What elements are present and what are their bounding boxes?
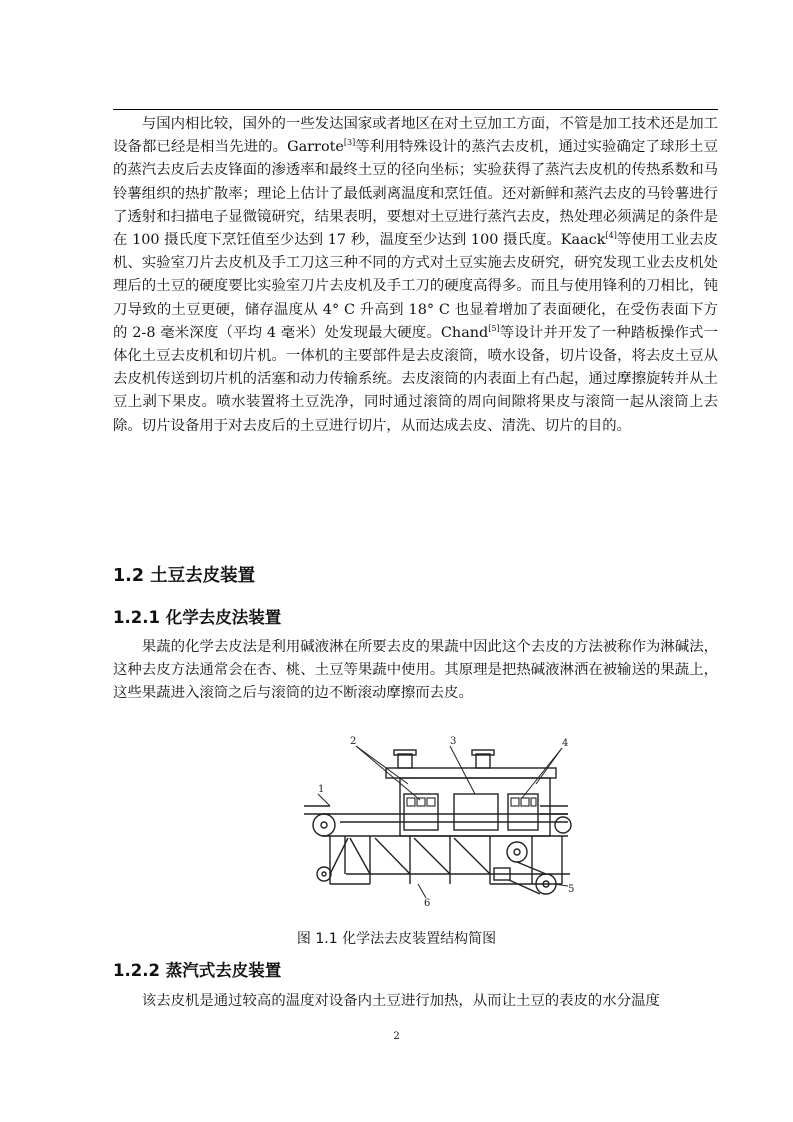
p1-text-a: 与国内相比较，国外的一些发达国家或者地区在对土豆加工方面，不管是加工技术还是加工设备都已经是相当先进的。Garrote bbox=[113, 116, 718, 156]
citation-3: [3] bbox=[343, 138, 356, 148]
figure-caption: 图 1.1 化学法去皮装置结构简图 bbox=[296, 931, 497, 947]
page-number: 2 bbox=[393, 1031, 400, 1042]
header-rule bbox=[113, 109, 718, 110]
subsection-heading-1-2-2: 1.2.2 蒸汽式去皮装置 bbox=[113, 961, 282, 980]
section-heading-1-2: 1.2 土豆去皮装置 bbox=[113, 566, 256, 586]
paragraph-foreign-research bbox=[113, 113, 718, 438]
paragraph-steam-peeling: 该去皮机是通过较高的温度对设备内土豆进行加热，从而让土豆的表皮的水分温度 bbox=[141, 993, 660, 1009]
p1-text-c: 等使用工业去皮机、实验室刀片去皮机及手工刀这三种不同的方式对土豆实施去皮研究，研究发现工业去皮机处理后的土豆的硬度要比实验室刀片去皮机及手工刀的硬度高得多。而且与使用锋利的刀相比，钝刀导致的土豆更硬，储存温度从 4° C 升高到 18° C 也显着增加了表面硬化，在受伤表面下方的 2-8 毫米深度（平均 4 毫米）处发现最大硬度。Chand bbox=[113, 232, 718, 341]
diagram-label-4: 4 bbox=[562, 738, 569, 749]
p1-text-d: 等设计并开发了一种踏板操作式一体化土豆去皮机和切片机。一体机的主要部件是去皮滚筒，喷水设备，切片设备，将去皮土豆从去皮机传送到切片机的活塞和动力传输系统。去皮滚筒的内表面上有凸起，通过摩擦旋转并从土豆上剥下果皮。喷水装置将土豆洗净，同时通过滚筒的周向间隙将果皮与滚筒一起从滚筒上去除。切片设备用于对去皮后的土豆进行切片，从而达成去皮、清洗、切片的目的。 bbox=[113, 324, 718, 434]
diagram-label-5: 5 bbox=[568, 884, 575, 895]
subsection-heading-1-2-1: 1.2.1 化学去皮法装置 bbox=[113, 608, 282, 627]
diagram-label-1: 1 bbox=[318, 784, 325, 795]
chemical-peeler-diagram bbox=[300, 734, 580, 918]
diagram-label-3: 3 bbox=[450, 736, 457, 747]
citation-4: [4] bbox=[605, 231, 617, 241]
diagram-label-6: 6 bbox=[424, 898, 431, 909]
citation-5: [5] bbox=[488, 324, 500, 334]
diagram-label-2: 2 bbox=[350, 736, 357, 747]
p1-text-b: 等利用特殊设计的蒸汽去皮机，通过实验确定了球形土豆的蒸汽去皮后去皮锋面的渗透率和最终土豆的径向坐标；实验获得了蒸汽去皮机的传热系数和马铃薯组织的热扩散率；理论上估计了最低剥离温度和烹饪值。还对新鲜和蒸汽去皮的马铃薯进行了透射和扫描电子显微镜研究，结果表明，要想对土豆进行蒸汽去皮，热处理必须满足的条件是在 100 摄氏度下烹饪值至少达到 17 秒，温度至少达到 100 摄氏度。Kaack bbox=[113, 139, 718, 249]
paragraph-chemical-peeling: 果蔬的化学去皮法是利用碱液淋在所要去皮的果蔬中因此这个去皮的方法被称作为淋碱法，这种去皮方法通常会在杏、桃、土豆等果蔬中使用。其原理是把热碱液淋洒在被输送的果蔬上，这些果蔬进入滚筒之后与滚筒的边不断滚动摩擦而去皮。 bbox=[113, 639, 718, 702]
